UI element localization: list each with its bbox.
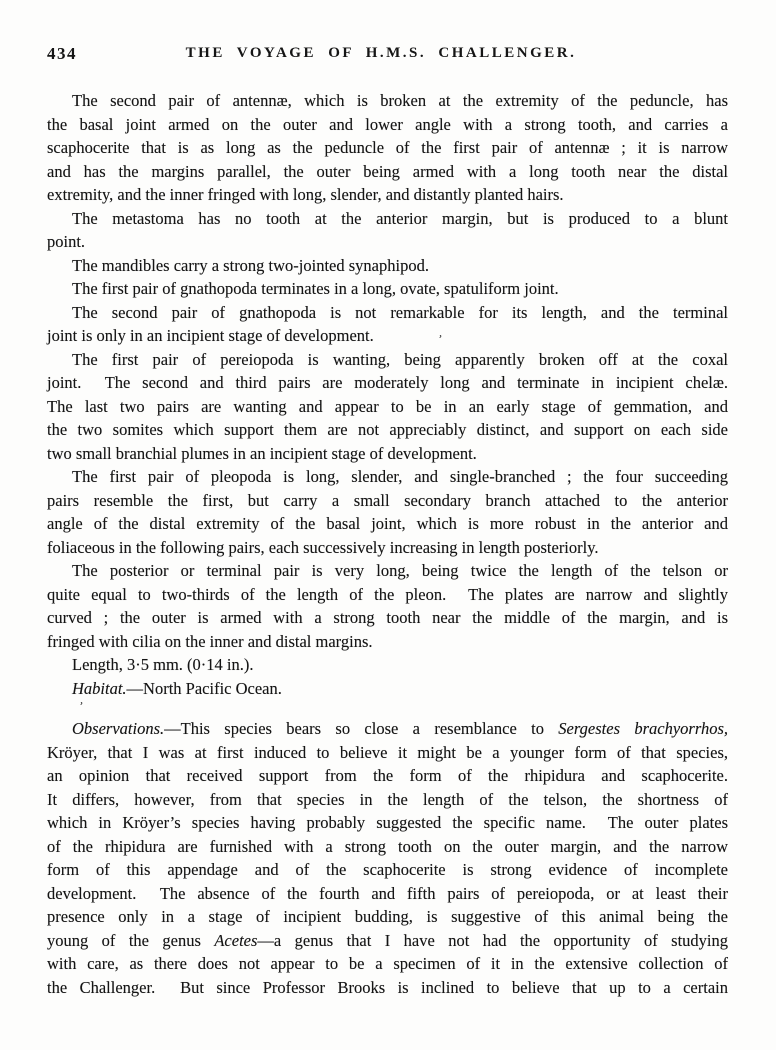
text-segment: joint is only in an incipient stage of development. xyxy=(47,326,374,345)
para-observations xyxy=(47,717,728,999)
text-line xyxy=(47,418,728,442)
text-line xyxy=(47,371,728,395)
text-segment: curved ; the outer is armed with a strong tooth near the middle of the margin, and is xyxy=(47,608,728,627)
text-line xyxy=(47,653,728,677)
text-line xyxy=(47,677,728,701)
text-line xyxy=(47,858,728,882)
text-line xyxy=(47,559,728,583)
text-segment: quite equal to two-thirds of the length of the pleon. The plates are narrow and slightly xyxy=(47,584,728,604)
page-header xyxy=(0,44,776,66)
italic-text: Observations. xyxy=(72,719,165,738)
text-line xyxy=(47,976,728,1000)
text-line xyxy=(47,929,728,953)
text-line xyxy=(47,835,728,859)
text-segment: The mandibles carry a strong two-jointed synaphipod. xyxy=(72,255,429,275)
para-gnathopoda-second xyxy=(47,301,728,348)
text-segment: point. xyxy=(47,232,86,251)
text-segment: angle of the distal extremity of the basal joint, which is more robust in the anterior and xyxy=(47,514,728,533)
para-length xyxy=(47,653,728,677)
text-line xyxy=(47,442,728,466)
text-segment: Kröyer, that I was at first induced to believe it might be a younger form of that species, xyxy=(47,742,728,762)
text-segment: an opinion that received support from the form of the rhipidura and scaphocerite. xyxy=(47,766,728,785)
text-segment: with care, as there does not appear to be a specimen of it in the extensive collection of xyxy=(47,954,728,973)
running-title: THE VOYAGE OF H.M.S. CHALLENGER. xyxy=(185,45,577,61)
italic-text: Acetes xyxy=(214,930,258,950)
text-segment: Length, 3·5 mm. (0·14 in.). xyxy=(72,655,254,674)
text-line xyxy=(47,811,728,835)
text-line xyxy=(47,348,728,372)
text-line xyxy=(47,254,728,278)
text-line xyxy=(47,160,728,184)
italic-text: Sergestes brachyorrhos, xyxy=(558,719,728,738)
text-line xyxy=(47,788,728,812)
text-line xyxy=(47,465,728,489)
text-segment: joint. The second and third pairs are moderately long and terminate in incipient chelæ. xyxy=(47,373,728,392)
text-line xyxy=(47,606,728,630)
scan-artifact: ’ xyxy=(78,698,85,714)
text-line xyxy=(47,113,728,137)
text-line xyxy=(47,489,728,513)
page-number: 434 xyxy=(47,44,77,63)
text-segment: form of this appendage and of the scaphocerite is strong evidence of incomplete xyxy=(47,860,728,879)
text-segment: —a genus that I have not had the opportunity of studying xyxy=(257,930,728,950)
text-segment: It differs, however, from that species in the length of the telson, the shortness of xyxy=(47,789,728,809)
para-mandibles xyxy=(47,254,728,278)
text-segment: The first pair of gnathopoda terminates in a long, ovate, spatuliform joint. xyxy=(72,279,559,298)
text-segment: The second pair of antennæ, which is broken at the extremity of the peduncle, has xyxy=(72,91,728,110)
text-segment: extremity, and the inner fringed with long, slender, and distantly planted hairs. xyxy=(47,185,564,204)
text-segment: pairs resemble the first, but carry a small secondary branch attached to the anterior xyxy=(47,490,728,510)
text-line xyxy=(47,512,728,536)
text-segment: The metastoma has no tooth at the anterior margin, but is produced to a blunt xyxy=(72,208,728,228)
text-block xyxy=(47,89,728,999)
text-segment: the two somites which support them are not appreciably distinct, and support on each side xyxy=(47,420,728,439)
text-segment: The second pair of gnathopoda is not remarkable for its length, and the terminal xyxy=(72,302,728,322)
text-segment: of the rhipidura are furnished with a strong tooth on the outer margin, and the narrow xyxy=(47,836,728,856)
text-segment: The last two pairs are wanting and appear to be in an early stage of gemmation, and xyxy=(47,396,728,416)
scan-artifact: ’ xyxy=(437,331,444,347)
text-line xyxy=(47,230,728,254)
text-line xyxy=(47,89,728,113)
para-antennae-second-pair xyxy=(47,89,728,207)
para-habitat xyxy=(47,677,728,701)
text-line xyxy=(47,183,728,207)
text-line xyxy=(47,905,728,929)
text-line xyxy=(47,764,728,788)
para-pereiopoda xyxy=(47,348,728,466)
text-line xyxy=(47,882,728,906)
text-line xyxy=(47,277,728,301)
text-segment: —This species bears so close a resemblance to xyxy=(164,719,559,738)
text-line xyxy=(47,741,728,765)
text-segment: which in Kröyer’s species having probably suggested the specific name. The outer plates xyxy=(47,813,728,832)
text-line xyxy=(47,324,728,348)
text-segment: two small branchial plumes in an incipient stage of development. xyxy=(47,443,477,463)
text-segment: development. The absence of the fourth and fifth pairs of pereiopoda, or at least their xyxy=(47,883,728,903)
para-terminal-pair xyxy=(47,559,728,653)
text-line xyxy=(47,630,728,654)
para-gnathopoda-first xyxy=(47,277,728,301)
text-segment: The posterior or terminal pair is very long, being twice the length of the telson or xyxy=(72,561,728,580)
text-segment: fringed with cilia on the inner and distal margins. xyxy=(47,631,373,651)
text-segment: the Challenger. But since Professor Brooks is inclined to believe that up to a certain xyxy=(47,977,728,997)
text-line xyxy=(47,952,728,976)
text-segment: The first pair of pleopoda is long, slender, and single-branched ; the four succeeding xyxy=(72,467,728,486)
text-segment: young of the genus xyxy=(47,930,215,950)
text-segment: The first pair of pereiopoda is wanting, being apparently broken off at the coxal xyxy=(72,349,728,369)
para-metastoma xyxy=(47,207,728,254)
text-segment: presence only in a stage of incipient budding, is suggestive of this animal being the xyxy=(47,907,728,926)
text-segment: scaphocerite that is as long as the peduncle of the first pair of antennæ ; it is narrow xyxy=(47,138,728,157)
text-line xyxy=(47,717,728,741)
text-line xyxy=(47,536,728,560)
para-pleopoda xyxy=(47,465,728,559)
text-line xyxy=(47,583,728,607)
text-line xyxy=(47,301,728,325)
italic-text: Habitat. xyxy=(72,678,127,698)
text-segment: and has the margins parallel, the outer being armed with a long tooth near the distal xyxy=(47,161,728,181)
text-line xyxy=(47,136,728,160)
text-line xyxy=(47,395,728,419)
text-segment: the basal joint armed on the outer and lower angle with a strong tooth, and carries a xyxy=(47,114,728,134)
text-line xyxy=(47,207,728,231)
text-segment: foliaceous in the following pairs, each successively increasing in length posteriorly. xyxy=(47,537,599,557)
text-segment: —North Pacific Ocean. xyxy=(126,678,282,698)
